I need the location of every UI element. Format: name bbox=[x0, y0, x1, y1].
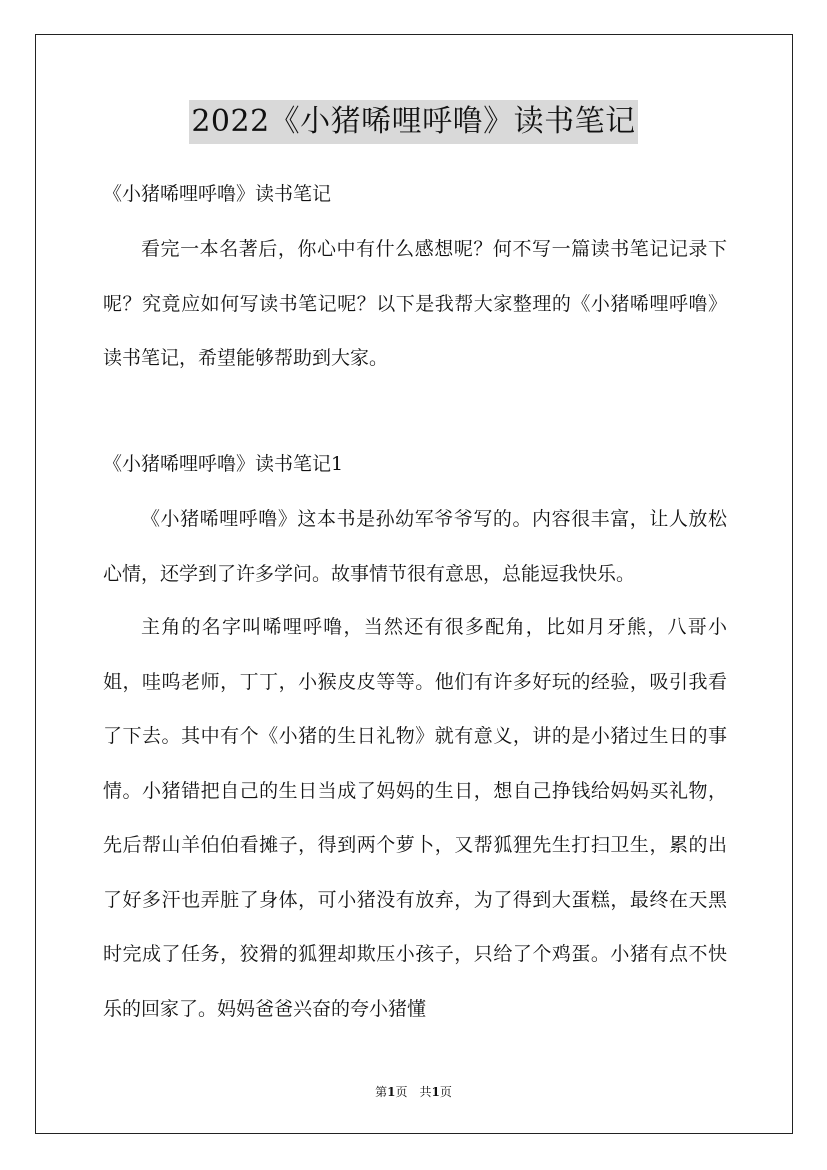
page-footer bbox=[0, 1083, 827, 1101]
section1-paragraph-1: 《小猪唏哩呼噜》这本书是孙幼军爷爷写的。内容很丰富，让人放松心情，还学到了许多学问。故事情节很有意思，总能逗我快乐。 bbox=[103, 508, 727, 585]
footer-page-prefix: 第 bbox=[375, 1085, 388, 1099]
section1-heading: 《小猪唏哩呼噜》读书笔记1 bbox=[103, 453, 344, 475]
footer-page-suffix: 页 bbox=[439, 1085, 452, 1099]
footer-page-total: 1 bbox=[431, 1085, 440, 1099]
intro-paragraph: 看完一本名著后，你心中有什么感想呢？何不写一篇读书笔记记录下呢？究竟应如何写读书笔记呢？以下是我帮大家整理的《小猪唏哩呼噜》读书笔记，希望能够帮助到大家。 bbox=[103, 238, 727, 369]
document-title-wrapper bbox=[0, 100, 827, 144]
document-title: 2022《小猪唏哩呼噜》读书笔记 bbox=[189, 100, 637, 144]
footer-page-current: 1 bbox=[387, 1085, 396, 1099]
intro-heading: 《小猪唏哩呼噜》读书笔记 bbox=[103, 183, 332, 205]
footer-page-mid: 页 共 bbox=[395, 1085, 432, 1099]
section1-paragraph-2: 主角的名字叫唏哩呼噜，当然还有很多配角，比如月牙熊，八哥小姐，哇呜老师，丁丁，小猴皮皮等等。他们有许多好玩的经验，吸引我看了下去。其中有个《小猪的生日礼物》就有意义，讲的是小猪过生日的事情。小猪错把自己的生日当成了妈妈的生日，想自己挣钱给妈妈买礼物，先后帮山羊伯伯看摊子，得到两个萝卜，又帮狐狸先生打扫卫生，累的出了好多汗也弄脏了身体，可小猪没有放弃，为了得到大蛋糕，最终在天黑时完成了任务，狡猾的狐狸却欺压小孩子，只给了个鸡蛋。小猪有点不快乐的回家了。妈妈爸爸兴奋的夸小猪懂 bbox=[103, 616, 727, 1020]
